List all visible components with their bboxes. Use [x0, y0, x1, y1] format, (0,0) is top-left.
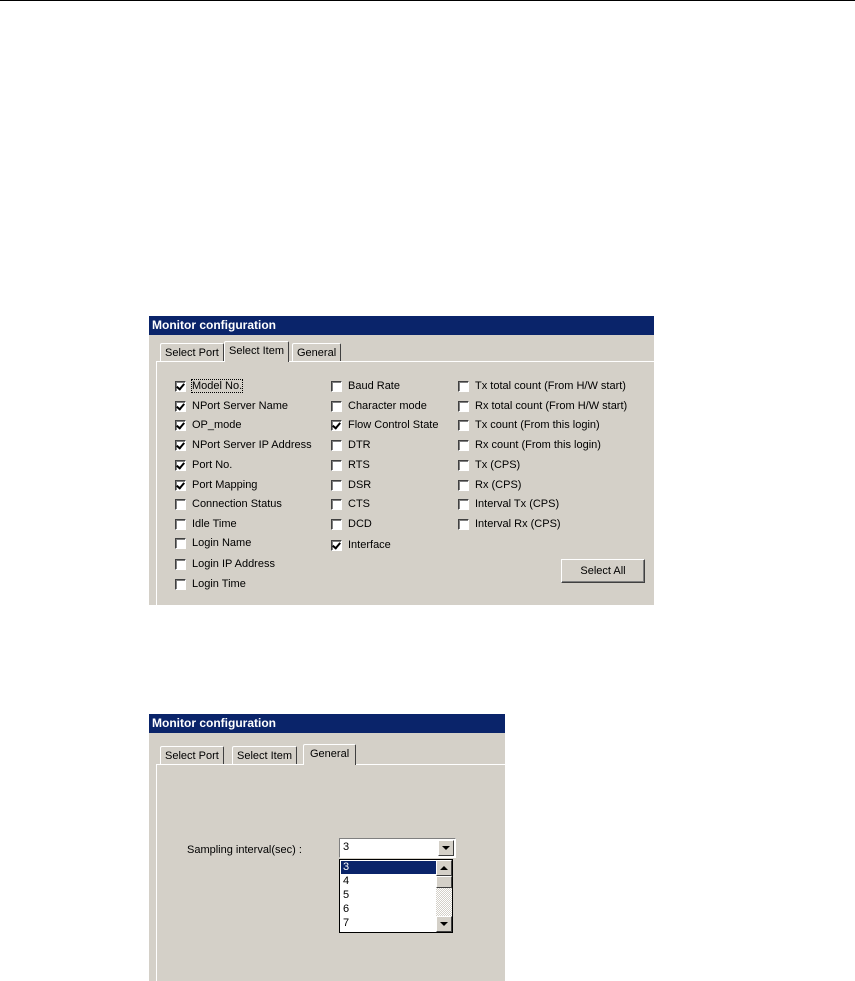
- checkbox-label: Login Time: [192, 578, 246, 590]
- tab-select-port[interactable]: Select Port: [160, 746, 224, 764]
- checkbox-row[interactable]: [331, 516, 372, 532]
- checkbox-row[interactable]: [458, 477, 521, 493]
- checkbox[interactable]: [331, 540, 342, 551]
- checkbox-label: Tx total count (From H/W start): [475, 380, 626, 392]
- checkbox-label: Login Name: [192, 537, 252, 549]
- select-all-button[interactable]: Select All: [561, 559, 645, 583]
- checkbox-row[interactable]: [175, 556, 275, 572]
- checkbox-label: Model No.: [192, 380, 243, 392]
- sampling-interval-dropdown-list: [339, 859, 453, 933]
- checkbox-label: NPort Server IP Address: [192, 439, 312, 451]
- checkbox-row[interactable]: [331, 457, 370, 473]
- checkbox[interactable]: [175, 440, 186, 451]
- checkbox[interactable]: [331, 519, 342, 530]
- checkbox-row[interactable]: [331, 437, 371, 453]
- checkbox-label: Login IP Address: [192, 558, 275, 570]
- tab-general[interactable]: General: [292, 343, 341, 361]
- checkbox[interactable]: [458, 401, 469, 412]
- checkbox[interactable]: [331, 499, 342, 510]
- checkbox[interactable]: [175, 559, 186, 570]
- dialog-title: Monitor configuration: [149, 714, 505, 733]
- checkbox[interactable]: [458, 460, 469, 471]
- checkbox-row[interactable]: [331, 378, 400, 394]
- checkbox[interactable]: [331, 460, 342, 471]
- checkbox-row[interactable]: [458, 417, 600, 433]
- checkbox-row[interactable]: [458, 457, 520, 473]
- checkbox-label: OP_mode: [192, 419, 242, 431]
- checkbox-label: Connection Status: [192, 498, 282, 510]
- page-top-rule: [0, 0, 855, 1]
- checkbox[interactable]: [458, 519, 469, 530]
- checkbox-row[interactable]: [175, 576, 246, 592]
- checkbox[interactable]: [175, 499, 186, 510]
- checkbox[interactable]: [458, 381, 469, 392]
- checkbox[interactable]: [331, 381, 342, 392]
- dialog-title: Monitor configuration: [149, 316, 654, 335]
- checkbox-label: Tx count (From this login): [475, 419, 600, 431]
- checkbox-row[interactable]: [175, 457, 232, 473]
- checkbox-row[interactable]: [331, 537, 391, 553]
- checkbox[interactable]: [175, 420, 186, 431]
- sampling-interval-select[interactable]: [339, 838, 456, 858]
- scroll-down-button[interactable]: [436, 916, 452, 932]
- monitor-config-dialog-general: [149, 714, 505, 981]
- checkbox-row[interactable]: [331, 398, 427, 414]
- arrow-down-icon: [440, 922, 448, 926]
- tab-select-item[interactable]: Select Item: [224, 341, 289, 362]
- checkbox-row[interactable]: [458, 378, 626, 394]
- monitor-config-dialog-select-item: [149, 316, 654, 605]
- dropdown-button[interactable]: [438, 840, 454, 856]
- dropdown-option[interactable]: 6: [343, 903, 350, 915]
- checkbox-row[interactable]: [175, 496, 282, 512]
- checkbox[interactable]: [458, 480, 469, 491]
- checkbox[interactable]: [331, 440, 342, 451]
- checkbox-label: CTS: [348, 498, 370, 510]
- dropdown-option[interactable]: 5: [343, 889, 350, 901]
- arrow-up-icon: [440, 866, 448, 870]
- checkbox-label: Idle Time: [192, 518, 237, 530]
- scroll-thumb[interactable]: [436, 876, 452, 888]
- checkbox-label: Flow Control State: [348, 419, 439, 431]
- checkbox-label: DSR: [348, 479, 372, 491]
- checkbox-row[interactable]: [331, 477, 371, 493]
- checkbox-row[interactable]: [458, 437, 601, 453]
- checkbox-row[interactable]: [331, 417, 438, 433]
- checkbox[interactable]: [458, 440, 469, 451]
- checkbox-label: DCD: [348, 518, 372, 530]
- checkbox-row[interactable]: [458, 496, 559, 512]
- checkbox-label: Tx (CPS): [475, 459, 521, 471]
- checkbox[interactable]: [175, 401, 186, 412]
- checkbox-label: Interval Rx (CPS): [475, 518, 561, 530]
- sampling-interval-label: Sampling interval(sec) :: [187, 844, 302, 856]
- tab-select-item[interactable]: Select Item: [232, 746, 297, 764]
- checkbox-label: Rx total count (From H/W start): [475, 400, 628, 412]
- checkbox-row[interactable]: [175, 437, 312, 453]
- checkbox-row[interactable]: [175, 398, 288, 414]
- checkbox-label: Baud Rate: [348, 380, 400, 392]
- checkbox-label: DTR: [348, 439, 371, 451]
- sampling-interval-value: 3: [343, 841, 350, 853]
- checkbox[interactable]: [175, 579, 186, 590]
- checkbox-row[interactable]: [331, 496, 370, 512]
- tab-select-port[interactable]: Select Port: [160, 343, 224, 361]
- dropdown-option[interactable]: 3: [341, 861, 437, 874]
- checkbox-row[interactable]: [175, 477, 257, 493]
- checkbox[interactable]: [175, 480, 186, 491]
- chevron-down-icon: [442, 846, 450, 850]
- checkbox[interactable]: [458, 499, 469, 510]
- checkbox-row[interactable]: [175, 516, 237, 532]
- checkbox-label: Character mode: [348, 400, 427, 412]
- checkbox[interactable]: [175, 519, 186, 530]
- checkbox-label: NPort Server Name: [192, 400, 288, 412]
- checkbox-label: Port Mapping: [192, 479, 258, 491]
- checkbox-label: Interface: [348, 539, 391, 551]
- checkbox[interactable]: [175, 538, 186, 549]
- checkbox-label: RTS: [348, 459, 370, 471]
- dropdown-option[interactable]: 4: [343, 875, 350, 887]
- checkbox-label: Interval Tx (CPS): [475, 498, 560, 510]
- checkbox-row[interactable]: [175, 535, 251, 551]
- tab-general[interactable]: General: [303, 744, 356, 765]
- dropdown-option[interactable]: 7: [343, 917, 350, 929]
- checkbox-label: Port No.: [192, 459, 233, 471]
- checkbox-row[interactable]: [458, 398, 627, 414]
- checkbox-row[interactable]: [175, 378, 242, 394]
- checkbox[interactable]: [175, 381, 186, 392]
- checkbox[interactable]: [331, 480, 342, 491]
- checkbox[interactable]: [331, 401, 342, 412]
- checkbox-row[interactable]: [458, 516, 561, 532]
- checkbox-label: Rx (CPS): [475, 479, 522, 491]
- checkbox-row[interactable]: [175, 417, 242, 433]
- checkbox[interactable]: [458, 420, 469, 431]
- scroll-up-button[interactable]: [436, 860, 452, 876]
- checkbox-label: Rx count (From this login): [475, 439, 601, 451]
- checkbox[interactable]: [331, 420, 342, 431]
- checkbox[interactable]: [175, 460, 186, 471]
